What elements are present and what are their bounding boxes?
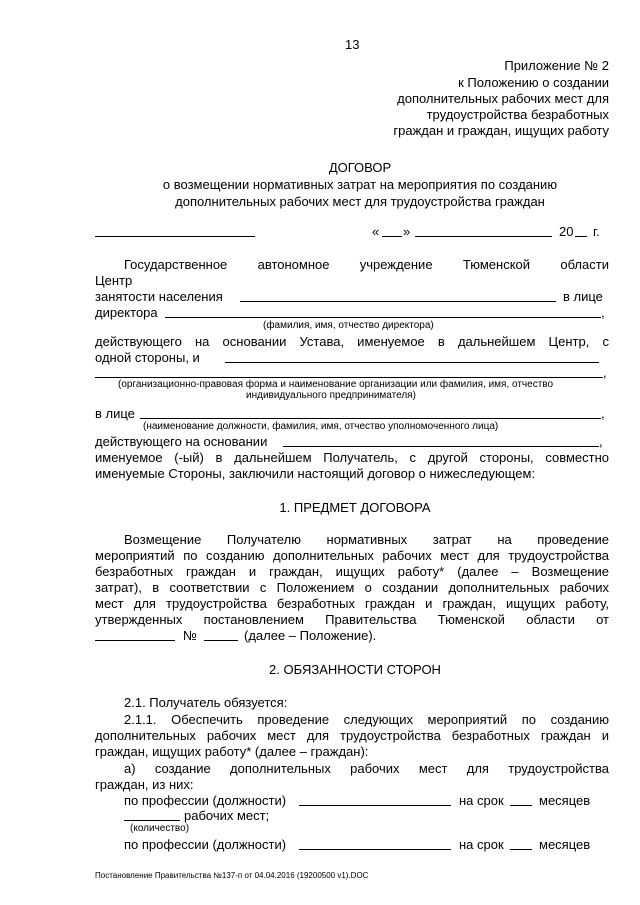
- appendix-line-4: трудоустройства безработных: [426, 107, 609, 122]
- profession-label-1: по профессии (должности): [124, 793, 287, 808]
- preamble-word-4: Тюменской: [462, 257, 531, 272]
- months-label-2: месяцев: [539, 837, 591, 852]
- preamble-line-3-right: в лице: [563, 289, 603, 304]
- director-comma: ,: [601, 305, 605, 320]
- preamble-line-6: одной стороны, и: [95, 350, 200, 365]
- day-blank: [382, 236, 402, 237]
- section-1-line-6: утвержденных постановлением Правительства Тюменской области от: [95, 612, 609, 627]
- section-1-line-1: Возмещение Получателю нормативных затрат на проведение: [124, 532, 609, 547]
- preamble-line-9: действующего на основании: [95, 434, 268, 449]
- term-blank-1: [510, 805, 532, 806]
- party-blank-1: [225, 362, 599, 363]
- preamble-word-2: автономное: [257, 257, 330, 272]
- preamble-line-3-left: занятости населения: [95, 289, 223, 304]
- term-label-1: на срок: [459, 793, 504, 808]
- footer-filename: Постановление Правительства №137-п от 04.04.2016 (19200500 v1).DOC: [95, 871, 369, 880]
- section-1-line-4: затрат), в соответствии с Положением о создании дополнительных рабочих: [95, 580, 609, 595]
- document-subtitle-1: о возмещении нормативных затрат на мероприятия по созданию: [162, 177, 558, 192]
- basis-blank: [283, 446, 599, 447]
- term-blank-2: [510, 849, 532, 850]
- regulation-number-blank: [204, 640, 238, 641]
- year-suffix: г.: [593, 224, 600, 239]
- preamble-line-2: Центр: [95, 273, 133, 288]
- hint-director: (фамилия, имя, отчество директора): [263, 320, 434, 331]
- preamble-word-1: Государственное: [124, 257, 228, 272]
- appendix-line-3: дополнительных рабочих мест для: [397, 91, 609, 106]
- place-blank: [95, 236, 255, 237]
- document-title: ДОГОВОР: [328, 160, 392, 175]
- basis-comma: ,: [599, 434, 603, 449]
- document-subtitle-2: дополнительных рабочих мест для трудоустройства граждан: [175, 194, 545, 209]
- preamble-line-8: в лице: [95, 406, 135, 421]
- section-1-line-3: безработных граждан и граждан, ищущих работу* (далее – Возмещение: [95, 564, 609, 579]
- clause-2-1-1-line-1: 2.1.1. Обеспечить проведение следующих мероприятий по созданию: [124, 712, 609, 727]
- profession-blank-2: [299, 849, 451, 850]
- regulation-date-blank: [95, 640, 175, 641]
- representative-comma: ,: [601, 406, 605, 421]
- preamble-line-1: [124, 256, 609, 273]
- party-comma: ,: [603, 365, 607, 380]
- months-label-1: месяцев: [539, 793, 591, 808]
- section-1-line-2: мероприятий по созданию дополнительных рабочих мест для трудоустройства: [95, 548, 609, 563]
- date-quote-close: »: [403, 224, 411, 239]
- clause-2-1-1-line-2: дополнительных рабочих мест для трудоустройства безработных граждан и: [95, 728, 609, 743]
- term-label-2: на срок: [459, 837, 504, 852]
- clause-2-1-1-line-3: граждан, ищущих работу* (далее – граждан):: [95, 744, 369, 759]
- section-2-heading: 2. ОБЯЗАННОСТИ СТОРОН: [269, 662, 441, 677]
- center-name-blank: [240, 301, 556, 302]
- hint-quantity: (количество): [130, 823, 190, 834]
- preamble-line-10: именуемое (-ый) в дальнейшем Получатель, с другой стороны, совместно: [95, 450, 609, 465]
- hint-position: (наименование должности, фамилия, имя, отчество уполномоченного лица): [143, 421, 499, 432]
- year-prefix: 20: [559, 224, 574, 239]
- preamble-line-5: действующего на основании Устава, именуемое в дальнейшем Центр, с: [95, 334, 609, 349]
- section-1-heading: 1. ПРЕДМЕТ ДОГОВОРА: [279, 500, 431, 515]
- clause-a-line-1: а) создание дополнительных рабочих мест для трудоустройства: [124, 761, 609, 776]
- profession-label-2: по профессии (должности): [124, 837, 287, 852]
- section-1-line-7-tail: (далее – Положение).: [244, 628, 377, 643]
- clause-a-line-2: граждан, из них:: [95, 777, 194, 792]
- appendix-line-2: к Положению о создании: [458, 75, 609, 90]
- appendix-line-1: Приложение № 2: [504, 58, 609, 73]
- profession-blank-1: [299, 805, 451, 806]
- regulation-number-sign: №: [183, 628, 197, 643]
- quantity-blank: [124, 820, 180, 821]
- hint-org-2: индивидуального предпринимателя): [246, 390, 416, 401]
- year-blank: [575, 236, 587, 237]
- date-quote-open: «: [372, 224, 380, 239]
- hint-org-1: (организационно-правовая форма и наименование организации или фамилия, имя, отчество: [118, 379, 554, 390]
- representative-blank: [140, 418, 601, 419]
- section-1-line-5: мест для трудоустройства безработных граждан и граждан, ищущих работу,: [95, 596, 609, 611]
- workplaces-label: рабочих мест;: [184, 808, 270, 823]
- clause-2-1: 2.1. Получатель обязуется:: [124, 695, 288, 710]
- page-number: 13: [345, 37, 360, 52]
- preamble-word-5: области: [560, 257, 609, 272]
- preamble-word-3: учреждение: [359, 257, 433, 272]
- preamble-line-4: директора: [95, 305, 158, 320]
- party-blank-2: [95, 377, 603, 378]
- preamble-line-11: именуемые Стороны, заключили настоящий договор о нижеследующем:: [95, 466, 536, 481]
- director-blank: [165, 317, 601, 318]
- month-blank: [415, 236, 552, 237]
- appendix-line-5: граждан и граждан, ищущих работу: [393, 123, 609, 138]
